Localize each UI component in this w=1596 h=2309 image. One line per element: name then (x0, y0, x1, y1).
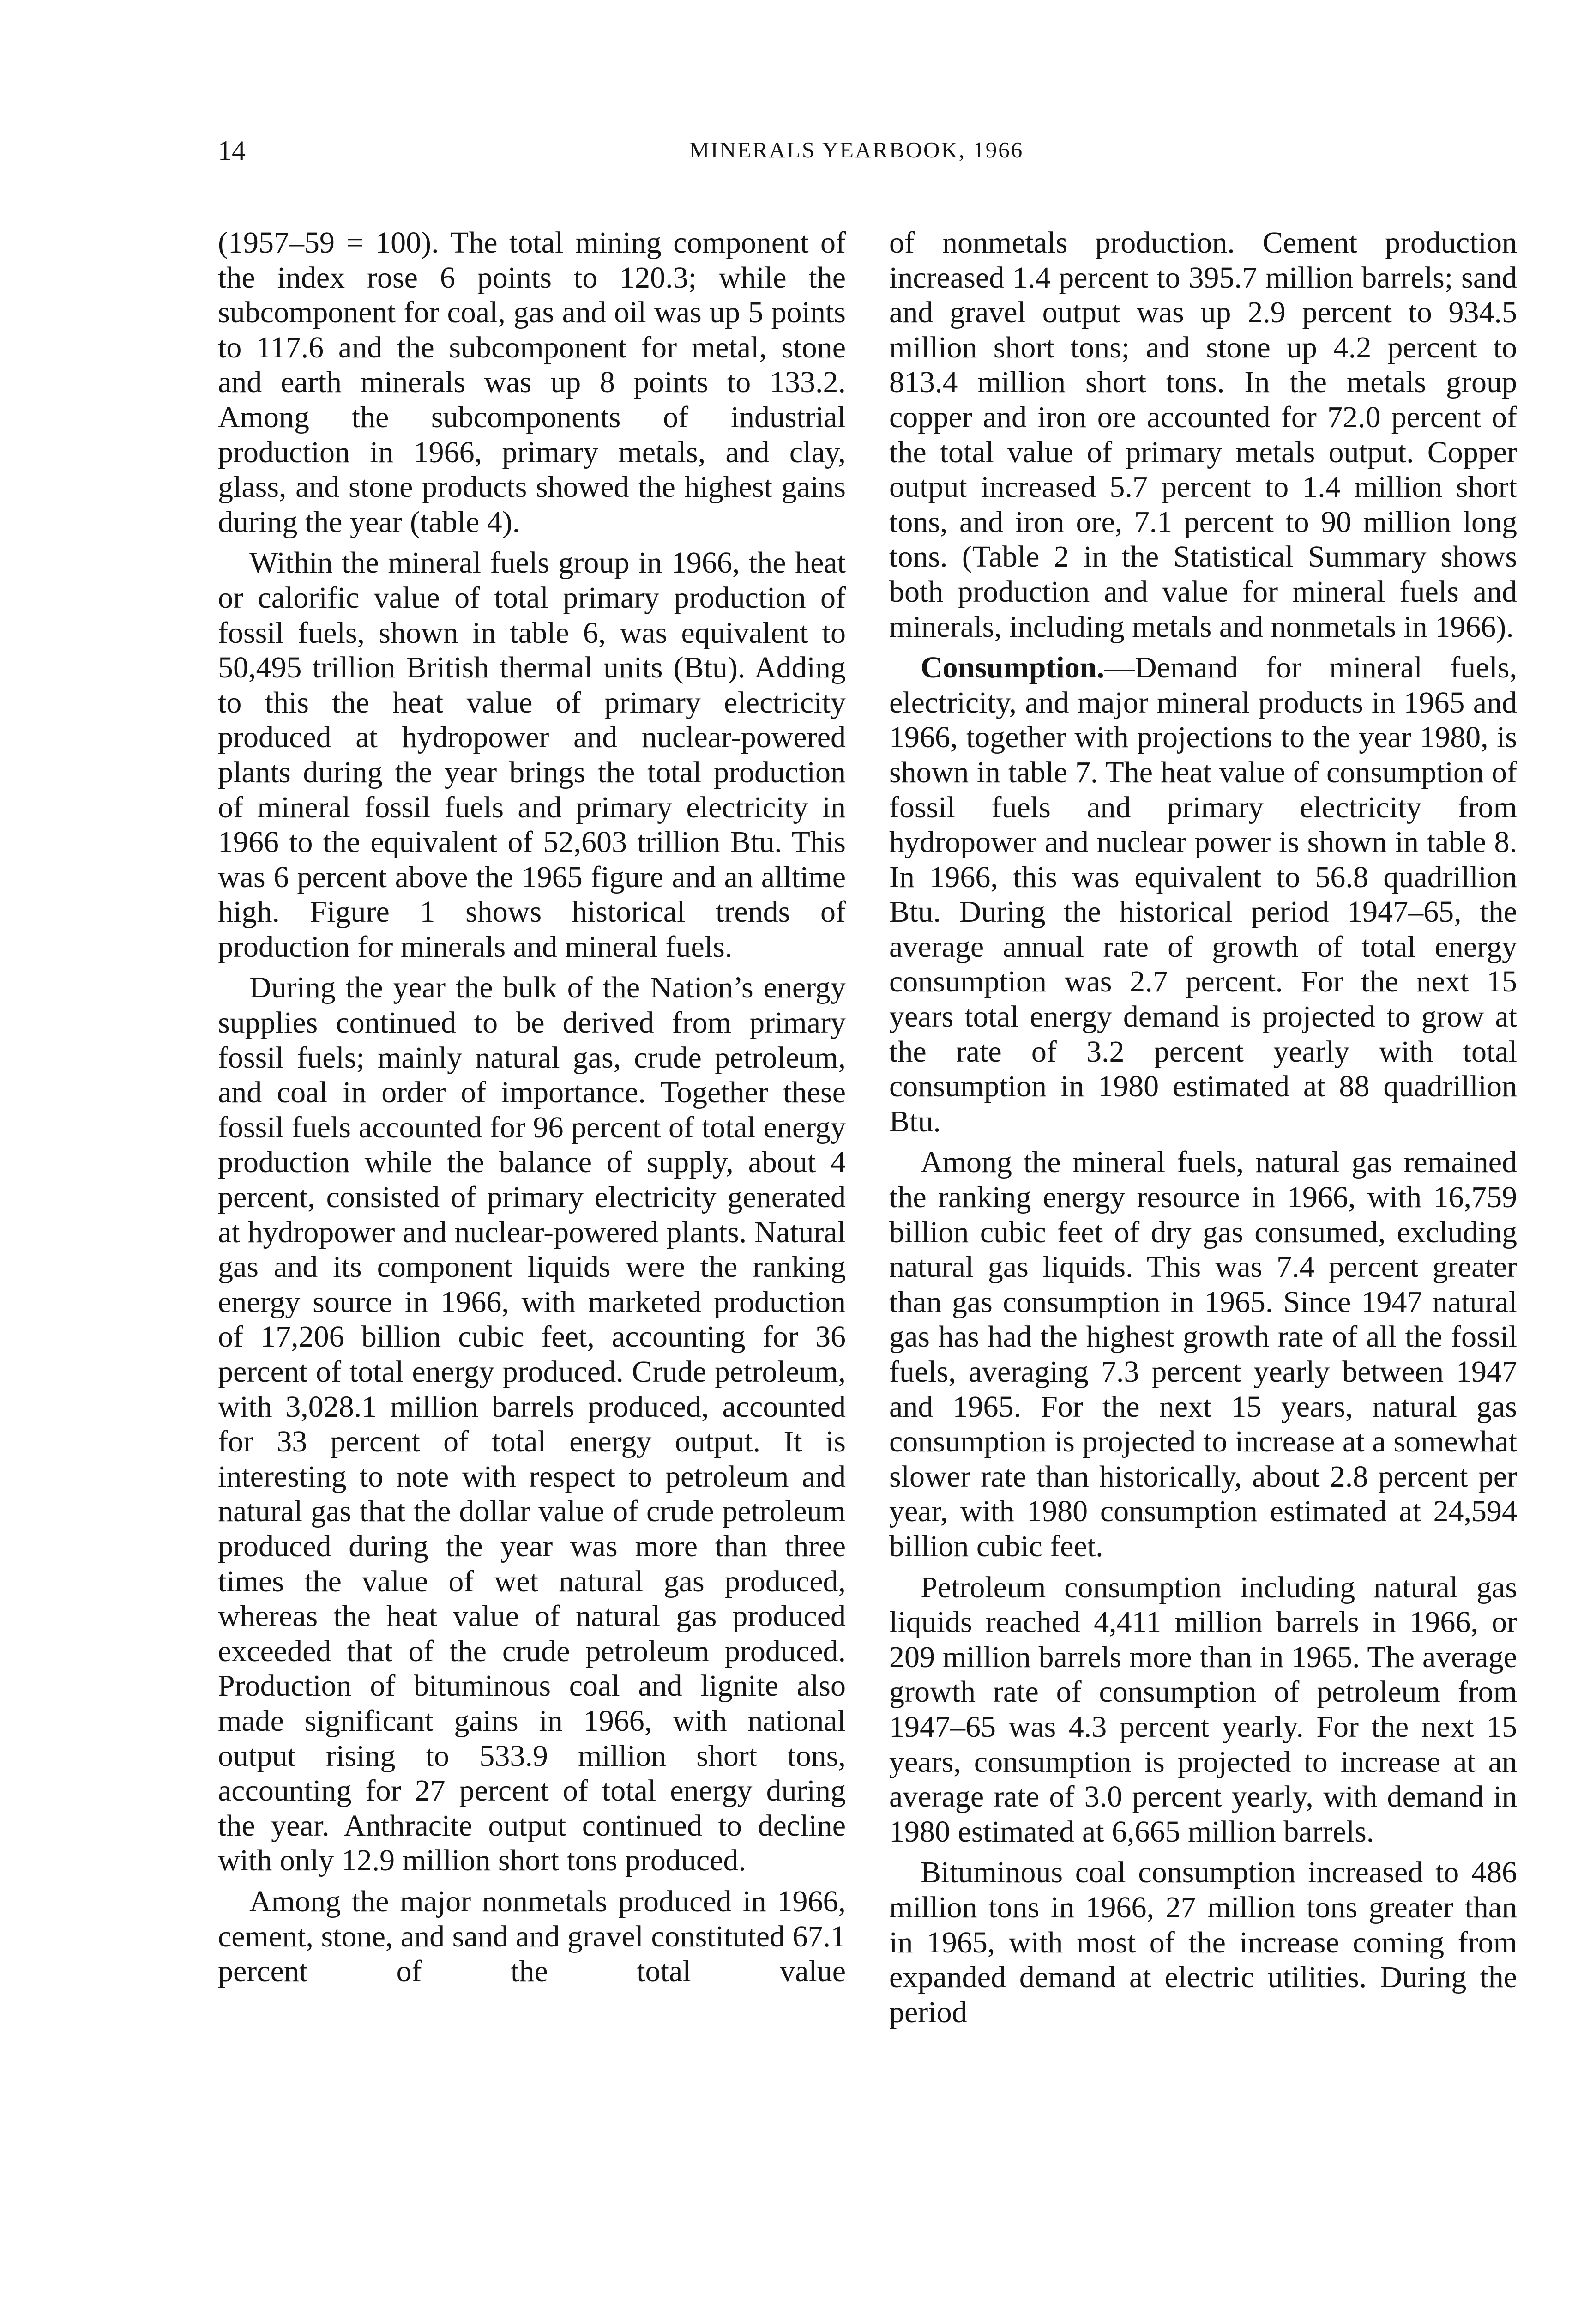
paragraph-bituminous-coal: Bituminous coal consumption increased to 486 million tons in 1966, 27 million tons greater than in 1965, with most of the increase coming from expanded demand at electric utilities. During the period (889, 1856, 1517, 2029)
paragraph-mineral-fuels-heat-value: Within the mineral fuels group in 1966, the heat or calorific value of total primary production of fossil fuels, shown in table 6, was equivalent to 50,495 trillion British thermal units (Btu). Adding to this the heat value of primary electricity produced at hydropower and nuclear-powered plants during the year brings the total production of mineral fossil fuels and primary electricity in 1966 to the equivalent of 52,603 trillion Btu. This was 6 percent above the 1965 figure and an alltime high. Figure 1 shows historical trends of production for minerals and mineral fuels. (218, 546, 846, 964)
running-title: MINERALS YEARBOOK, 1966 (689, 137, 1024, 163)
paragraph-nonmetals-continued: of nonmetals production. Cement production increased 1.4 percent to 395.7 million barrels; sand and gravel output was up 2.9 percent to 934.5 million short tons; and stone up 4.2 percent to 813.4 million short tons. In the metals group copper and iron ore accounted for 72.0 percent of the total value of primary metals output. Copper output increased 5.7 percent to 1.4 million short tons, and iron ore, 7.1 percent to 90 million long tons. (Table 2 in the Statistical Summary shows both production and value for mineral fuels and minerals, including metals and nonmetals in 1966). (889, 226, 1517, 644)
right-column (889, 225, 1517, 2030)
paragraph-index-components: (1957–59 = 100). The total mining component of the index rose 6 points to 120.3; while the subcomponent for coal, gas and oil was up 5 points to 117.6 and the subcomponent for metal, stone and earth minerals was up 8 points to 133.2. Among the subcomponents of industrial production in 1966, primary metals, and clay, glass, and stone products showed the highest gains during the year (table 4). (218, 226, 846, 539)
page-number: 14 (218, 135, 246, 166)
consumption-text: —Demand for mineral fuels, electricity, and major mineral products in 1965 and 1966, together with projections to the year 1980, is shown in table 7. The heat value of consumption of fossil fuels and primary electricity from hydropower and nuclear power is shown in table 8. In 1966, this was equivalent to 56.8 quadrillion Btu. During the historical period 1947–65, the average annual rate of growth of total energy consumption was 2.7 percent. For the next 15 years total energy demand is projected to grow at the rate of 3.2 percent yearly with total consumption in 1980 estimated at 88 quadrillion Btu. (889, 651, 1517, 1138)
paragraph-natural-gas: Among the mineral fuels, natural gas remained the ranking energy resource in 1966, with 16,759 billion cubic feet of dry gas consumed, excluding natural gas liquids. This was 7.4 percent greater than gas consumption in 1965. Since 1947 natural gas has had the highest growth rate of all the fossil fuels, averaging 7.3 percent yearly between 1947 and 1965. For the next 15 years, natural gas consumption is projected to increase at a somewhat slower rate than historically, about 2.8 percent per year, with 1980 consumption estimated at 24,594 billion cubic feet. (889, 1145, 1517, 1563)
paragraph-consumption (889, 650, 1517, 1139)
left-column (218, 225, 846, 1989)
consumption-heading: Consumption. (921, 651, 1104, 685)
paragraph-energy-supplies: During the year the bulk of the Nation’s energy supplies continued to be derived from primary fossil fuels; mainly natural gas, crude petroleum, and coal in order of importance. Together these fossil fuels accounted for 96 percent of total energy production while the balance of supply, about 4 percent, consisted of primary electricity generated at hydropower and nuclear-powered plants. Natural gas and its component liquids were the ranking energy source in 1966, with marketed production of 17,206 billion cubic feet, accounting for 36 percent of total energy produced. Crude petroleum, with 3,028.1 million barrels produced, accounted for 33 percent of total energy output. It is interesting to note with respect to petroleum and natural gas that the dollar value of crude petroleum produced during the year was more than three times the value of wet natural gas produced, whereas the heat value of natural gas produced exceeded that of the crude petroleum produced. Production of bituminous coal and lignite also made significant gains in 1966, with national output rising to 533.9 million short tons, accounting for 27 percent of total energy during the year. Anthracite output continued to decline with only 12.9 million short tons produced. (218, 971, 846, 1878)
paragraph-nonmetals: Among the major nonmetals produced in 1966, cement, stone, and sand and gravel constituted 67.1 percent of the total value (218, 1884, 846, 1989)
paragraph-petroleum: Petroleum consumption including natural gas liquids reached 4,411 million barrels in 1966, or 209 million barrels more than in 1965. The average growth rate of consumption of petroleum from 1947–65 was 4.3 percent yearly. For the next 15 years, consumption is projected to increase at an average rate of 3.0 percent yearly, with demand in 1980 estimated at 6,665 million barrels. (889, 1570, 1517, 1849)
